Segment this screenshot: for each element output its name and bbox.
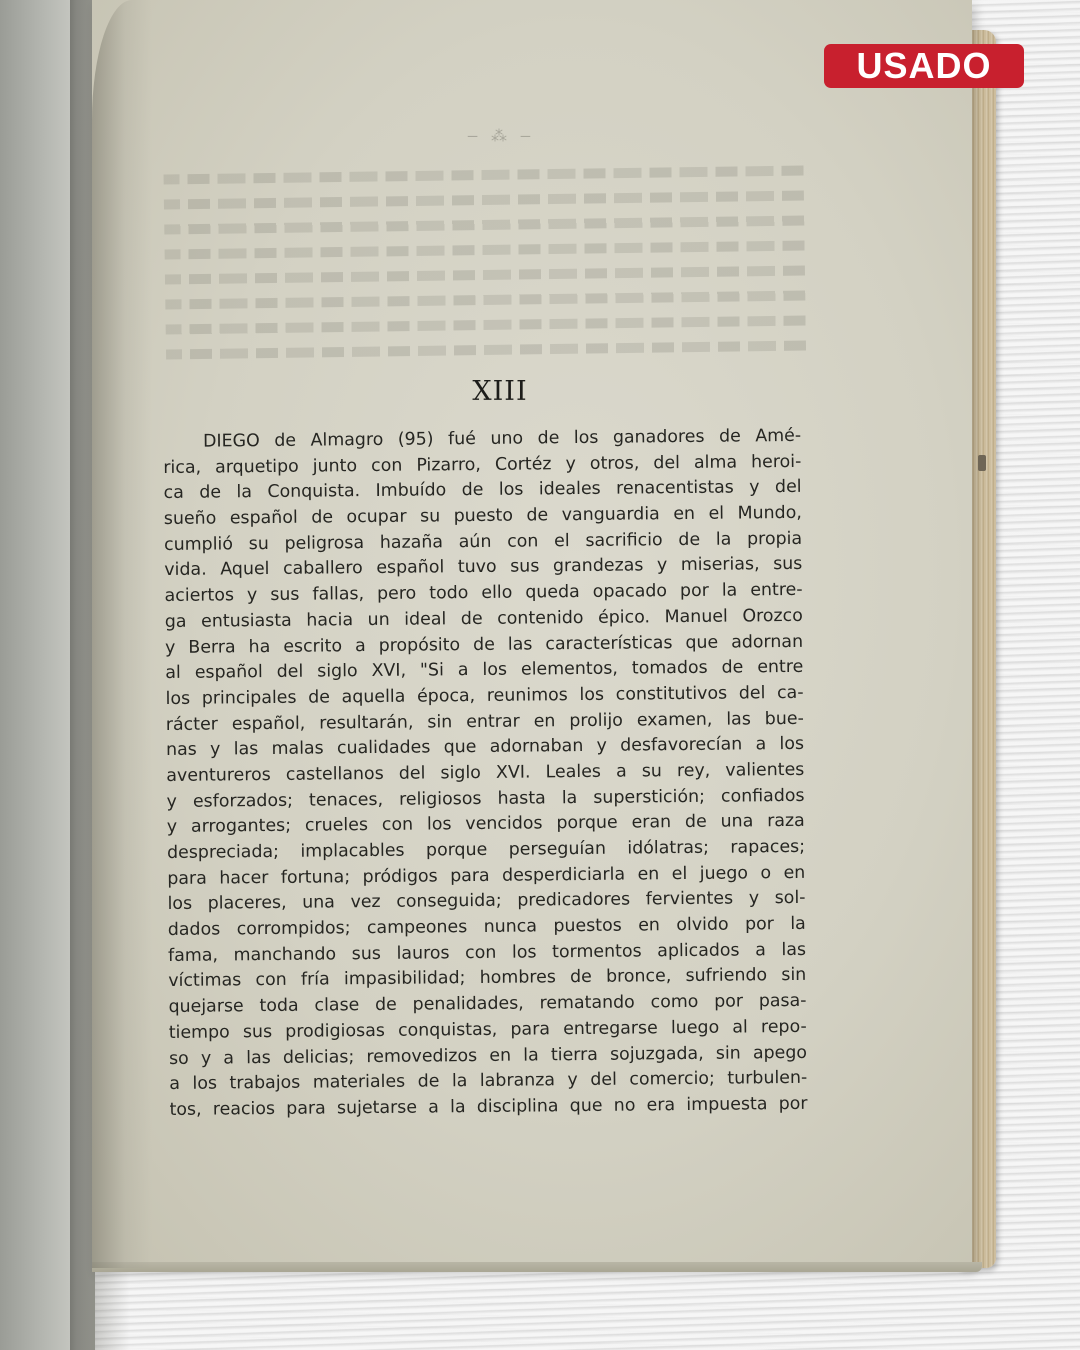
text-line: nas y las malas cualidades que adornaban y desfavorecían a los [165,734,805,761]
text-line: quejarse toda clase de penalidades, rematando como por pasa- [168,990,807,1018]
text-line: y Berra ha escrito a propósito de las características que adornan [164,631,804,658]
page-bottom-edge [92,1262,982,1272]
text-line: al español del siglo XVI, "Si a los elementos, tomados de entre [165,657,804,684]
text-line: ga entusiasta hacia un ideal de contenido épico. Manuel Orozco [164,605,803,632]
page-edge-tear [978,455,986,471]
chapter-heading: XIII [472,376,528,407]
text-line: a los trabajos materiales de la labranza y del comercio; turbulen- [169,1068,808,1095]
page-curve-shadow [92,0,152,1268]
text-line: tiempo sus prodigiosas conquistas, para entregarse luego al repo- [168,1016,807,1043]
text-line: fama, manchando sus lauros con los tormentos aplicados a las [167,939,807,966]
text-line: aciertos y sus fallas, pero todo ello queda opacado por la entre- [164,579,803,607]
text-line: DIEGO de Almagro (95) fué uno de los ganadores de Amé- [203,425,802,452]
text-line: despreciada; implacables porque perseguían idólatras; rapaces; [166,836,806,863]
text-line: y esforzados; tenaces, religiosos hasta la superstición; confiados [166,785,805,812]
text-line: tos, reacios para sujetarse a la disciplina que no era impuesta por [169,1093,808,1120]
text-line: aventureros castellanos del siglo XVI. Leales a su rey, valientes [166,759,805,786]
text-line: para hacer fortuna; pródigos para desperdiciarla en el juego o en [167,862,806,889]
text-line: los placeres, una vez conseguida; predicadores fervientes y sol- [167,888,806,915]
text-line: sueño español de ocupar su puesto de vanguardia en el Mundo, [163,502,802,530]
text-line: rácter español, resultarán, sin entrar en prolijo examen, las bue- [165,708,804,735]
bleed-through-running-head: — ⁂ — [467,126,533,145]
text-line: so y a las delicias; removedizos en la tierra sojuzgada, sin apego [168,1042,808,1069]
bleed-through-text [164,166,807,390]
text-line: víctimas con fría impasibilidad; hombres de bronce, sufriendo sin [168,965,807,992]
text-line: los principales de aquella época, reunimos los constitutivos del ca- [165,682,804,709]
text-line: vida. Aquel caballero español tuvo sus grandezas y miserias, sus [164,554,803,581]
used-badge: USADO [824,44,1024,88]
body-text [163,424,808,1124]
text-line: cumplió su peligrosa hazaña aún con el sacrificio de la propia [164,528,803,555]
text-line: dados corrompidos; campeones nunca puestos en olvido por la [167,913,806,941]
text-line: rica, arquetipo junto con Pizarro, Cortéz y otros, del alma heroi- [163,451,802,478]
text-line: ca de la Conquista. Imbuído de los ideales renacentistas y del [163,477,802,504]
text-line: y arrogantes; crueles con los vencidos porque eran de una raza [166,811,805,838]
